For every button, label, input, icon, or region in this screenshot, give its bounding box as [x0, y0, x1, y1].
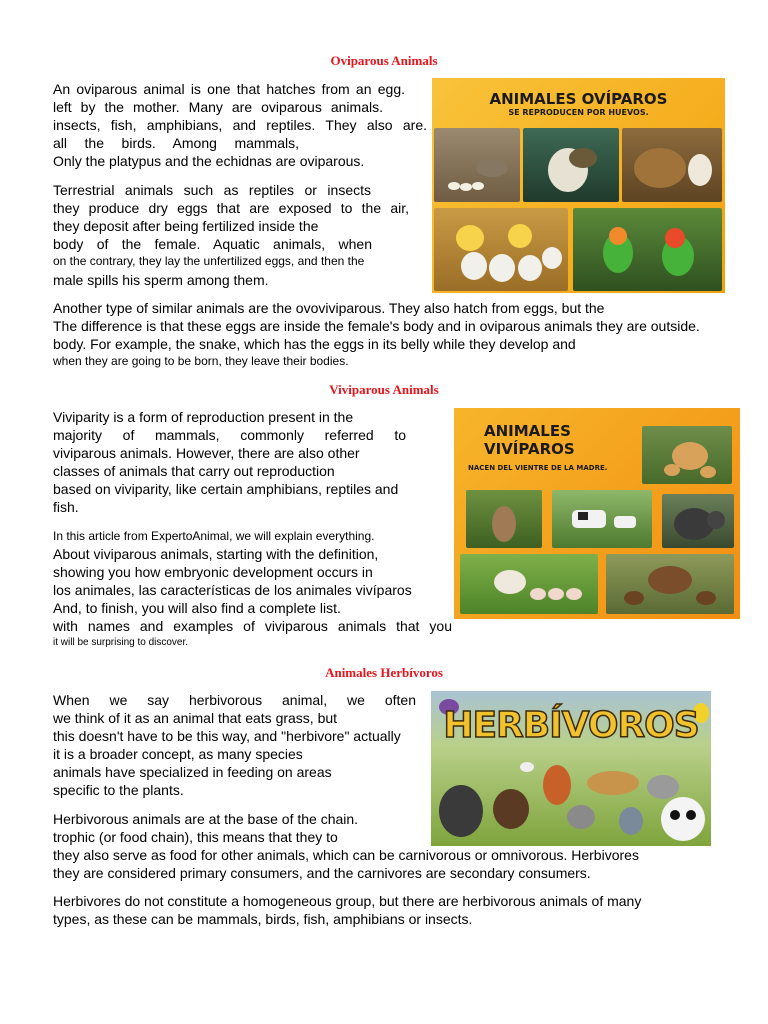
paragraph-line: all the birds. Among mammals, — [53, 135, 299, 151]
paragraph-line: classes of animals that carry out reproduction — [53, 463, 335, 479]
paragraph-line: viviparous animals. However, there are also other — [53, 445, 360, 461]
photo-eggs-reptile — [434, 128, 520, 202]
paragraph-line: Another type of similar animals are the ovoviviparous. They also hatch from eggs, but the — [53, 300, 605, 316]
paragraph-line: animals have specialized in feeding on areas — [53, 764, 332, 780]
paragraph-line: male spills his sperm among them. — [53, 272, 269, 288]
image-title-line1: ANIMALES — [484, 422, 571, 440]
section-heading-viviparous: Viviparous Animals — [329, 382, 439, 397]
paragraph-line: trophic (or food chain), this means that they to — [53, 829, 338, 845]
paragraph-line: they are considered primary consumers, and the carnivores are secondary consumers. — [53, 865, 591, 881]
paragraph-line: Terrestrial animals such as reptiles or insects — [53, 182, 371, 198]
paragraph-line: body. For example, the snake, which has the eggs in its belly while they develop and — [53, 336, 576, 352]
viviparous-image — [454, 408, 740, 619]
paragraph-line: The difference is that these eggs are inside the female's body and in oviparous animals they are outside. — [53, 318, 700, 334]
photo-hatching-turtle — [523, 128, 619, 202]
paragraph-line: About viviparous animals, starting with the definition, — [53, 546, 379, 562]
paragraph-line: on the contrary, they lay the unfertilized eggs, and then the — [53, 254, 365, 268]
paragraph-line: Herbivorous animals are at the base of the chain. — [53, 811, 359, 827]
paragraph-line: showing you how embryonic development occurs in — [53, 564, 373, 580]
image-subtitle: SE REPRODUCEN POR HUEVOS. — [508, 108, 649, 117]
paragraph-line: it is a broader concept, as many species — [53, 746, 303, 762]
paragraph-line: fish. — [53, 499, 79, 515]
paragraph-line: When we say herbivorous animal, we often — [53, 692, 416, 708]
photo-lovebirds — [573, 208, 722, 291]
photo-chicks-eggs — [434, 208, 568, 291]
paragraph-line: based on viviparity, like certain amphibians, reptiles and — [53, 481, 399, 497]
photo-cows — [552, 490, 652, 548]
herbivores-image — [431, 691, 711, 846]
paragraph-line: with names and examples of viviparous animals that you — [53, 618, 452, 634]
paragraph-line: they produce dry eggs that are exposed to the air, — [53, 200, 409, 216]
section-heading-herbivores: Animales Herbívoros — [325, 665, 443, 680]
paragraph-line: majority of mammals, commonly referred to — [53, 427, 406, 443]
paragraph-line: An oviparous animal is one that hatches from an egg. — [53, 81, 405, 97]
photo-bears — [606, 554, 734, 614]
photo-dogs — [642, 426, 732, 484]
paragraph-line: Only the platypus and the echidnas are oviparous. — [53, 153, 365, 169]
paragraph-line: they deposit after being fertilized inside the — [53, 218, 319, 234]
paragraph-line: Viviparity is a form of reproduction present in the — [53, 409, 354, 425]
paragraph-line: And, to finish, you will also find a complete list. — [53, 600, 341, 616]
paragraph-line: Herbivores do not constitute a homogeneous group, but there are herbivorous animals of many — [53, 893, 642, 909]
paragraph-line: types, as these can be mammals, birds, fish, amphibians or insects. — [53, 911, 473, 927]
image-subtitle: NACEN DEL VIENTRE DE LA MADRE. — [468, 464, 608, 472]
paragraph-line: specific to the plants. — [53, 782, 184, 798]
photo-kangaroo — [466, 490, 542, 548]
image-title: HERBÍVOROS — [443, 705, 699, 746]
photo-tortoise-eggs — [622, 128, 722, 202]
paragraph-line: they also serve as food for other animals, which can be carnivorous or omnivorous. Herbivores — [53, 847, 639, 863]
paragraph-line: when they are going to be born, they leave their bodies. — [53, 354, 349, 368]
photo-gorillas — [662, 494, 734, 548]
paragraph-line: we think of it as an animal that eats grass, but — [53, 710, 338, 726]
paragraph-line: it will be surprising to discover. — [53, 637, 189, 648]
section-heading-oviparous: Oviparous Animals — [330, 53, 438, 68]
paragraph-line: left by the mother. Many are oviparous animals. — [53, 99, 383, 115]
image-title-line2: VIVÍPAROS — [484, 440, 575, 458]
paragraph-line: In this article from ExpertoAnimal, we will explain everything. — [53, 529, 375, 543]
photo-sheep — [460, 554, 598, 614]
paragraph-line: this doesn't have to be this way, and "herbivore" actually — [53, 728, 401, 744]
paragraph-line: los animales, las características de los animales vivíparos — [53, 582, 412, 598]
oviparous-image — [432, 78, 725, 293]
paragraph-line: insects, fish, amphibians, and reptiles. They also are. — [53, 117, 427, 133]
paragraph-line: body of the female. Aquatic animals, when — [53, 236, 372, 252]
image-title: ANIMALES OVÍPAROS — [489, 90, 668, 108]
